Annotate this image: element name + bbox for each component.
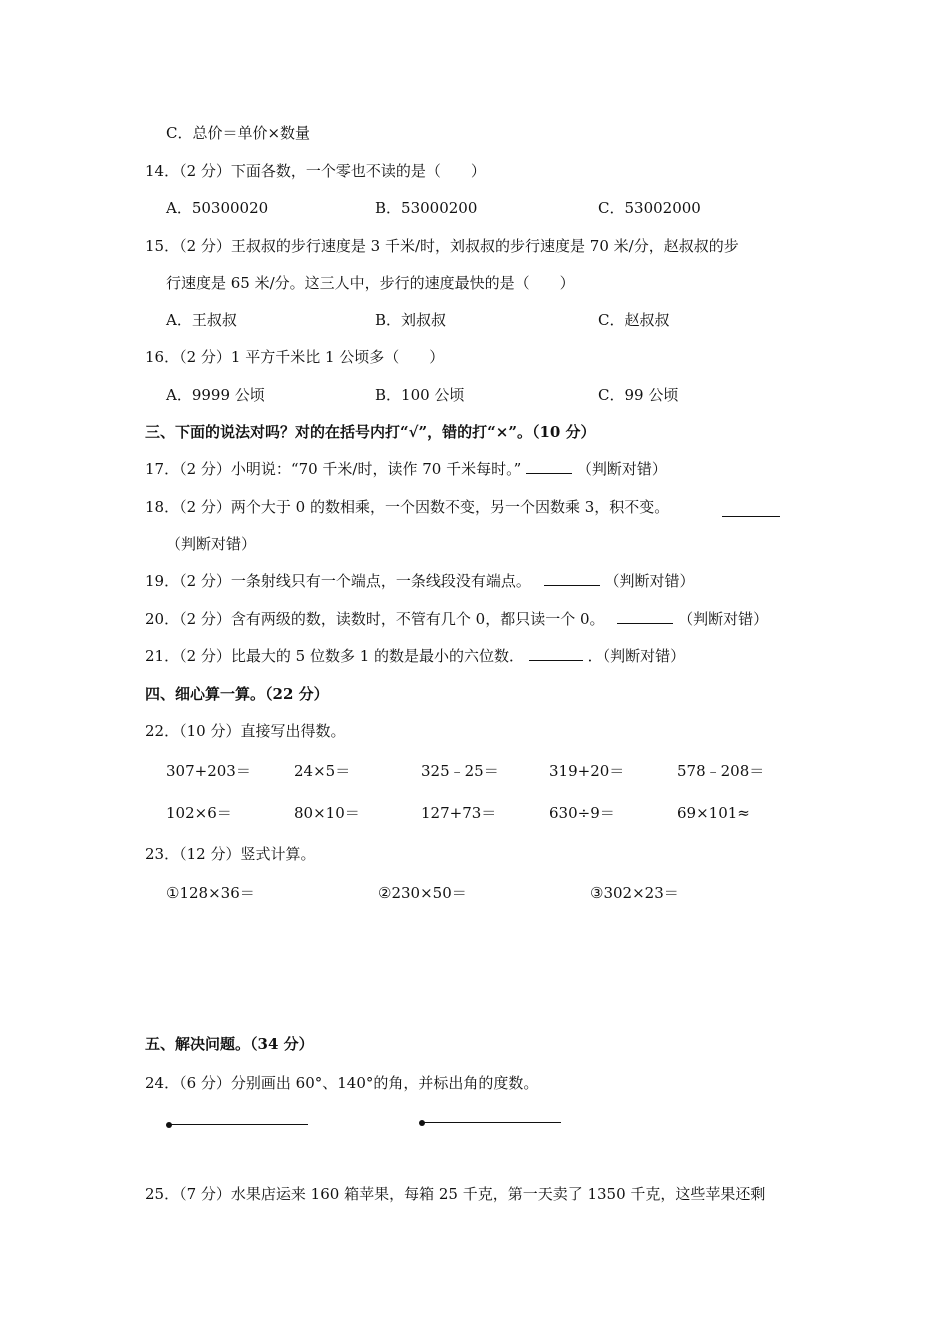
q15-option-b: B．刘叔叔 xyxy=(375,311,447,329)
q18-stem: 18．（2 分）两个大于 0 的数相乘，一个因数不变，另一个因数乘 3，积不变。 xyxy=(145,498,670,516)
q25-stem: 25．（7 分）水果店运来 160 箱苹果，每箱 25 千克，第一天卖了 1350 千克，这些苹果还剩 xyxy=(145,1185,766,1203)
q19-answer-blank[interactable] xyxy=(544,571,600,586)
q23-item-1: ①128×36＝ xyxy=(166,884,255,902)
q23-item-2: ②230×50＝ xyxy=(378,884,467,902)
q20-stem: 20．（2 分）含有两级的数，读数时，不管有几个 0，都只读一个 0。 xyxy=(145,610,605,628)
q14-stem: 14．（2 分）下面各数，一个零也不读的是（ ） xyxy=(145,162,486,180)
ray-2-endpoint xyxy=(419,1120,425,1126)
q22-r1-c2: 24×5＝ xyxy=(294,762,351,780)
q19-stem: 19．（2 分）一条射线只有一个端点，一条线段没有端点。 xyxy=(145,572,531,590)
q15-stem-line2: 行速度是 65 米/分。这三人中，步行的速度最快的是（ ） xyxy=(166,274,575,292)
q22-r1-c4: 319+20＝ xyxy=(549,762,625,780)
ray-1 xyxy=(169,1124,308,1125)
q23-stem: 23．（12 分）竖式计算。 xyxy=(145,845,316,863)
q20-suffix: （判断对错） xyxy=(678,610,769,628)
section4-heading: 四、细心算一算。（22 分） xyxy=(145,685,329,703)
q15-stem-line1: 15．（2 分）王叔叔的步行速度是 3 千米/时，刘叔叔的步行速度是 70 米/分，赵叔叔的步 xyxy=(145,237,739,255)
q22-r1-c5: 578﹣208＝ xyxy=(677,762,765,780)
q17-suffix: （判断对错） xyxy=(576,460,667,478)
ray-2 xyxy=(422,1122,561,1123)
q21-stem: 21．（2 分）比最大的 5 位数多 1 的数是最小的六位数． xyxy=(145,647,525,665)
q18-line xyxy=(145,497,669,517)
q19-suffix: （判断对错） xyxy=(604,572,695,590)
q16-option-a: A．9999 公顷 xyxy=(166,386,265,404)
q17-stem: 17．（2 分）小明说：“70 千米/时，读作 70 千米每时。” xyxy=(145,460,522,478)
q22-r1-c1: 307+203＝ xyxy=(166,762,251,780)
q19-line xyxy=(145,571,694,591)
q21-answer-blank[interactable] xyxy=(529,646,583,661)
q22-stem: 22．（10 分）直接写出得数。 xyxy=(145,722,346,740)
q21-line xyxy=(145,646,685,666)
ray-1-endpoint xyxy=(166,1122,172,1128)
q23-item-3: ③302×23＝ xyxy=(590,884,679,902)
q14-option-b: B．53000200 xyxy=(375,199,478,217)
q15-option-a: A．王叔叔 xyxy=(166,311,237,329)
q22-r2-c2: 80×10＝ xyxy=(294,804,360,822)
q15-option-c: C．赵叔叔 xyxy=(598,311,670,329)
q22-r2-c3: 127+73＝ xyxy=(421,804,497,822)
section5-heading: 五、解决问题。（34 分） xyxy=(145,1035,314,1053)
q20-line xyxy=(145,609,768,629)
q16-option-b: B．100 公顷 xyxy=(375,386,465,404)
q14-option-a: A．50300020 xyxy=(166,199,269,217)
q21-suffix: ．（判断对错） xyxy=(587,647,686,665)
q17-answer-blank[interactable] xyxy=(526,459,572,474)
q22-r2-c1: 102×6＝ xyxy=(166,804,232,822)
q16-option-c: C．99 公顷 xyxy=(598,386,679,404)
q16-stem: 16．（2 分）1 平方千米比 1 公顷多（ ） xyxy=(145,348,445,366)
q18-answer-blank[interactable] xyxy=(722,502,780,517)
q20-answer-blank[interactable] xyxy=(617,609,673,624)
q22-r2-c5: 69×101≈ xyxy=(677,804,750,822)
q22-r1-c3: 325﹣25＝ xyxy=(421,762,499,780)
q22-r2-c4: 630÷9＝ xyxy=(549,804,615,822)
q17-line xyxy=(145,459,667,479)
section3-heading: 三、下面的说法对吗？对的在括号内打“√”，错的打“×”。（10 分） xyxy=(145,423,596,441)
q24-stem: 24．（6 分）分别画出 60°、140°的角，并标出角的度数。 xyxy=(145,1074,539,1092)
q14-option-c: C．53002000 xyxy=(598,199,701,217)
q18-suffix: （判断对错） xyxy=(166,535,257,553)
q13-option-c: C．总价＝单价×数量 xyxy=(166,124,311,142)
